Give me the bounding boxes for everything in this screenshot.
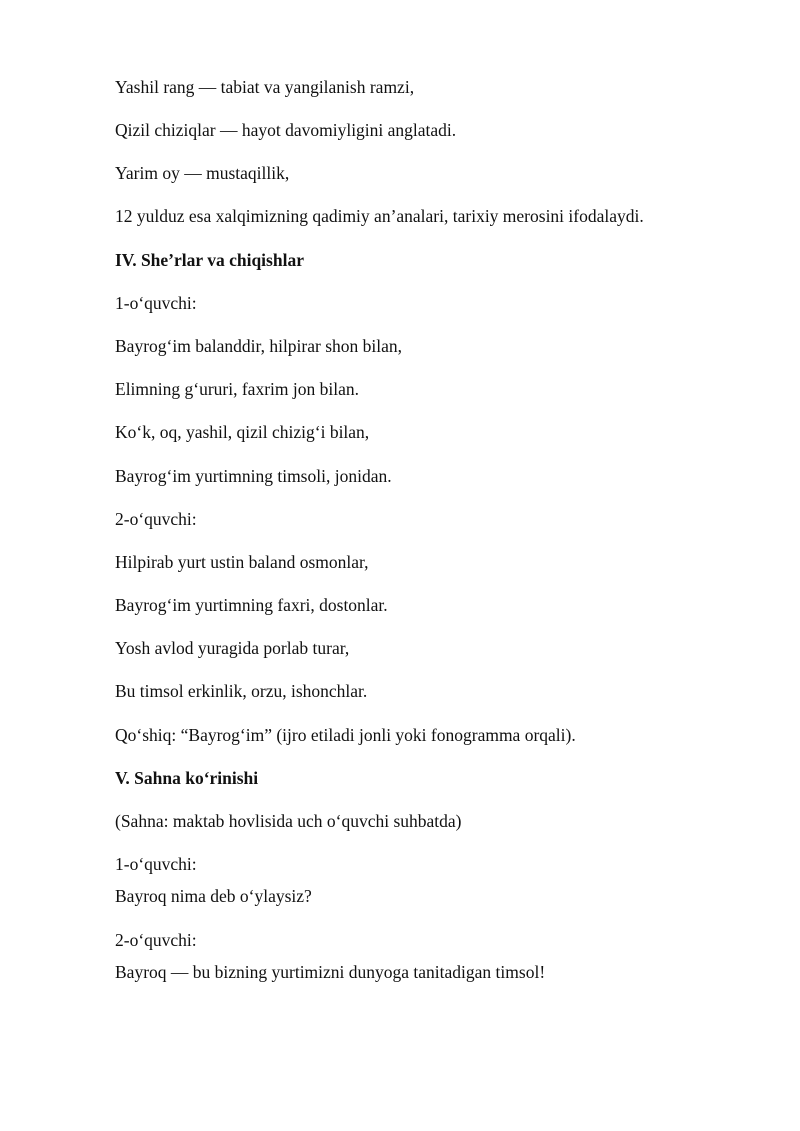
speaker-label: 2-o‘quvchi: <box>115 509 197 529</box>
speaker-label: 1-o‘quvchi: <box>115 293 197 313</box>
text-line: 12 yulduz esa xalqimizning qadimiy an’analari, tarixiy merosini ifodalaydi. <box>115 206 644 226</box>
speaker-label: 1-o‘quvchi: <box>115 854 197 874</box>
poem-line: Bayrog‘im yurtimning faxri, dostonlar. <box>115 595 388 615</box>
poem-line: Elimning g‘ururi, faxrim jon bilan. <box>115 379 359 399</box>
poem-line: Yosh avlod yuragida porlab turar, <box>115 638 350 658</box>
poem-line: Bayrog‘im balanddir, hilpirar shon bilan, <box>115 336 403 356</box>
section-heading: V. Sahna ko‘rinishi <box>115 768 259 788</box>
poem-line: Hilpirab yurt ustin baland osmonlar, <box>115 552 369 572</box>
stage-direction: (Sahna: maktab hovlisida uch o‘quvchi suhbatda) <box>115 811 462 831</box>
song-line: Qo‘shiq: “Bayrog‘im” (ijro etiladi jonli yoki fonogramma orqali). <box>115 725 576 745</box>
poem-line: Ko‘k, oq, yashil, qizil chizig‘i bilan, <box>115 422 370 442</box>
dialogue-line: Bayroq nima deb o‘ylaysiz? <box>115 886 312 906</box>
text-line: Qizil chiziqlar — hayot davomiyligini anglatadi. <box>115 120 457 140</box>
poem-line: Bu timsol erkinlik, orzu, ishonchlar. <box>115 681 368 701</box>
text-line: Yarim oy — mustaqillik, <box>115 163 290 183</box>
speaker-label: 2-o‘quvchi: <box>115 930 197 950</box>
text-line: Yashil rang — tabiat va yangilanish ramzi, <box>115 77 415 97</box>
poem-line: Bayrog‘im yurtimning timsoli, jonidan. <box>115 466 392 486</box>
section-heading: IV. She’rlar va chiqishlar <box>115 250 304 270</box>
dialogue-line: Bayroq — bu bizning yurtimizni dunyoga tanitadigan timsol! <box>115 962 546 982</box>
